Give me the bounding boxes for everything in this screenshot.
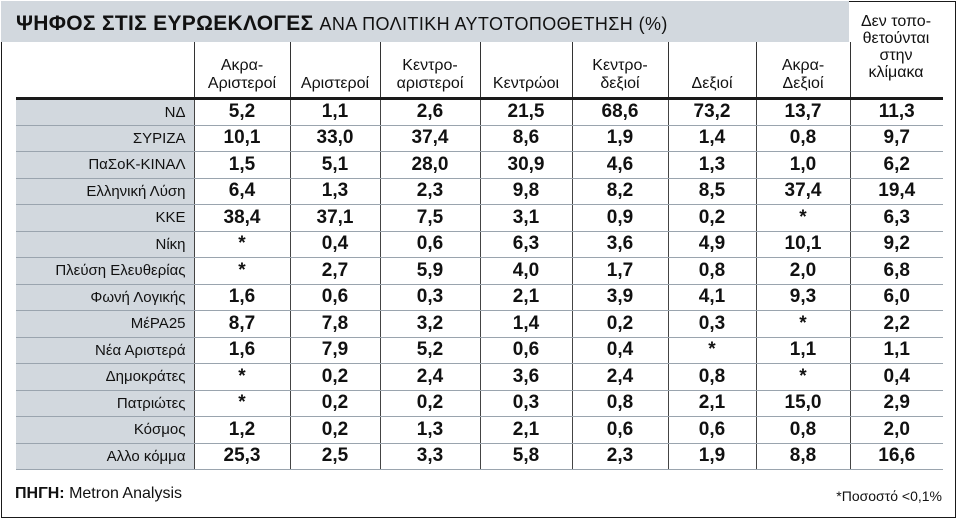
table-row (16, 99, 943, 126)
value-cell: * (194, 364, 290, 391)
value-cell: 7,5 (380, 205, 480, 232)
value-cell: 16,6 (850, 443, 943, 470)
value-cell: 33,0 (290, 125, 380, 152)
value-cell: 2,7 (290, 258, 380, 285)
value-cell: 6,3 (480, 231, 572, 258)
value-cell: 3,2 (380, 311, 480, 338)
party-label: Φωνή Λογικής (16, 284, 194, 311)
value-cell: 2,6 (380, 99, 480, 126)
value-cell: 0,3 (668, 311, 756, 338)
value-cell: 0,8 (756, 125, 850, 152)
value-cell: 9,7 (850, 125, 943, 152)
value-cell: 8,8 (756, 443, 850, 470)
party-label: Ελληνική Λύση (16, 178, 194, 205)
column-header-spacer (850, 42, 943, 99)
source-line (15, 485, 182, 503)
party-label: Κόσμος (16, 417, 194, 444)
value-cell: 1,0 (756, 152, 850, 179)
value-cell: 1,1 (290, 99, 380, 126)
party-label: ΜέΡΑ25 (16, 311, 194, 338)
value-cell: 4,6 (572, 152, 668, 179)
table-row (16, 390, 943, 417)
table-title (16, 13, 668, 34)
value-cell: 2,1 (480, 284, 572, 311)
value-cell: 11,3 (850, 99, 943, 126)
footnote: *Ποσοστό <0,1% (836, 488, 942, 504)
value-cell: 7,8 (290, 311, 380, 338)
value-cell: 9,3 (756, 284, 850, 311)
value-cell: * (194, 390, 290, 417)
value-cell: 8,6 (480, 125, 572, 152)
value-cell: 6,3 (850, 205, 943, 232)
title-subtitle: ΑΝΑ ΠΟΛΙΤΙΚΗ ΑΥΤΟΤΟΠΟΘΕΤΗΣΗ (%) (319, 14, 668, 34)
value-cell: 9,8 (480, 178, 572, 205)
column-header: Ακρα- Αριστεροί (194, 42, 290, 99)
value-cell: 0,6 (290, 284, 380, 311)
table-row (16, 231, 943, 258)
value-cell: 73,2 (668, 99, 756, 126)
table-row (16, 443, 943, 470)
header-row (16, 42, 943, 99)
value-cell: 3,6 (572, 231, 668, 258)
value-cell: 68,6 (572, 99, 668, 126)
value-cell: 1,1 (850, 337, 943, 364)
column-header: Ακρα- Δεξιοί (756, 42, 850, 99)
value-cell: 21,5 (480, 99, 572, 126)
value-cell: 0,8 (668, 364, 756, 391)
value-cell: * (194, 231, 290, 258)
value-cell: 1,6 (194, 284, 290, 311)
value-cell: 3,9 (572, 284, 668, 311)
value-cell: 0,2 (668, 205, 756, 232)
value-cell: 2,9 (850, 390, 943, 417)
value-cell: 37,4 (756, 178, 850, 205)
title-bar (1, 1, 849, 42)
value-cell: * (194, 258, 290, 285)
value-cell: 3,3 (380, 443, 480, 470)
value-cell: 15,0 (756, 390, 850, 417)
value-cell: 2,1 (668, 390, 756, 417)
value-cell: 1,2 (194, 417, 290, 444)
value-cell: 1,7 (572, 258, 668, 285)
value-cell: 0,8 (668, 258, 756, 285)
value-cell: 28,0 (380, 152, 480, 179)
table-row (16, 284, 943, 311)
source-label: ΠΗΓΗ: (15, 485, 65, 502)
table-row (16, 311, 943, 338)
value-cell: 5,1 (290, 152, 380, 179)
value-cell: 0,6 (480, 337, 572, 364)
value-cell: 0,6 (668, 417, 756, 444)
value-cell: 10,1 (194, 125, 290, 152)
value-cell: 0,6 (572, 417, 668, 444)
value-cell: 8,2 (572, 178, 668, 205)
column-header: Κεντρο- αριστεροί (380, 42, 480, 99)
value-cell: 5,8 (480, 443, 572, 470)
table-row (16, 152, 943, 179)
value-cell: 1,1 (756, 337, 850, 364)
value-cell: 6,4 (194, 178, 290, 205)
party-label: Αλλο κόμμα (16, 443, 194, 470)
header-corner (16, 42, 194, 99)
value-cell: 2,4 (380, 364, 480, 391)
value-cell: 0,6 (380, 231, 480, 258)
party-label: Πατριώτες (16, 390, 194, 417)
source-value: Metron Analysis (69, 485, 182, 502)
title-text: ΨΗΦΟΣ ΣΤΙΣ ΕΥΡΩΕΚΛΟΓΕΣ (16, 12, 314, 35)
value-cell: 1,9 (668, 443, 756, 470)
table-body (16, 99, 943, 470)
value-cell: 10,1 (756, 231, 850, 258)
party-label: ΣΥΡΙΖΑ (16, 125, 194, 152)
value-cell: 1,4 (668, 125, 756, 152)
value-cell: 8,7 (194, 311, 290, 338)
value-cell: 0,8 (572, 390, 668, 417)
value-cell: 0,2 (380, 390, 480, 417)
column-header-unplaced: Δεν τοπο- θετούνται στην κλίμακα (860, 13, 932, 81)
value-cell: 0,2 (572, 311, 668, 338)
value-cell: 8,5 (668, 178, 756, 205)
value-cell: 3,6 (480, 364, 572, 391)
table-row (16, 125, 943, 152)
value-cell: 0,8 (756, 417, 850, 444)
party-label: Νίκη (16, 231, 194, 258)
value-cell: 2,4 (572, 364, 668, 391)
party-label: ΚΚΕ (16, 205, 194, 232)
value-cell: 1,3 (290, 178, 380, 205)
value-cell: 0,4 (290, 231, 380, 258)
value-cell: 37,1 (290, 205, 380, 232)
value-cell: * (756, 205, 850, 232)
column-header: Δεξιοί (668, 42, 756, 99)
value-cell: 1,3 (668, 152, 756, 179)
value-cell: 1,9 (572, 125, 668, 152)
value-cell: 2,0 (756, 258, 850, 285)
value-cell: 4,9 (668, 231, 756, 258)
value-cell: 5,2 (380, 337, 480, 364)
value-cell: 1,5 (194, 152, 290, 179)
table-row (16, 337, 943, 364)
value-cell: 0,2 (290, 390, 380, 417)
value-cell: * (756, 364, 850, 391)
value-cell: 0,3 (480, 390, 572, 417)
table-row (16, 417, 943, 444)
value-cell: 37,4 (380, 125, 480, 152)
value-cell: 1,6 (194, 337, 290, 364)
value-cell: 0,2 (290, 417, 380, 444)
column-header: Αριστεροί (290, 42, 380, 99)
party-label: Δημοκράτες (16, 364, 194, 391)
value-cell: 7,9 (290, 337, 380, 364)
value-cell: 2,3 (572, 443, 668, 470)
value-cell: 4,0 (480, 258, 572, 285)
value-cell: 38,4 (194, 205, 290, 232)
value-cell: 0,4 (572, 337, 668, 364)
value-cell: 2,5 (290, 443, 380, 470)
value-cell: 13,7 (756, 99, 850, 126)
value-cell: 0,9 (572, 205, 668, 232)
party-label: ΝΔ (16, 99, 194, 126)
value-cell: 0,3 (380, 284, 480, 311)
value-cell: 3,1 (480, 205, 572, 232)
table-row (16, 258, 943, 285)
table-row (16, 364, 943, 391)
value-cell: 30,9 (480, 152, 572, 179)
column-header: Κεντρώοι (480, 42, 572, 99)
value-cell: 5,2 (194, 99, 290, 126)
value-cell: 2,3 (380, 178, 480, 205)
value-cell: 4,1 (668, 284, 756, 311)
value-cell: 6,8 (850, 258, 943, 285)
results-table (16, 42, 943, 470)
value-cell: * (668, 337, 756, 364)
table-row (16, 178, 943, 205)
value-cell: 2,0 (850, 417, 943, 444)
value-cell: * (756, 311, 850, 338)
value-cell: 0,4 (850, 364, 943, 391)
value-cell: 6,0 (850, 284, 943, 311)
value-cell: 25,3 (194, 443, 290, 470)
value-cell: 0,2 (290, 364, 380, 391)
table-row (16, 205, 943, 232)
value-cell: 19,4 (850, 178, 943, 205)
value-cell: 5,9 (380, 258, 480, 285)
value-cell: 1,3 (380, 417, 480, 444)
value-cell: 6,2 (850, 152, 943, 179)
party-label: ΠαΣοΚ-ΚΙΝΑΛ (16, 152, 194, 179)
value-cell: 1,4 (480, 311, 572, 338)
party-label: Πλεύση Ελευθερίας (16, 258, 194, 285)
column-header: Κεντρο- δεξιοί (572, 42, 668, 99)
party-label: Νέα Αριστερά (16, 337, 194, 364)
value-cell: 9,2 (850, 231, 943, 258)
value-cell: 2,1 (480, 417, 572, 444)
value-cell: 2,2 (850, 311, 943, 338)
